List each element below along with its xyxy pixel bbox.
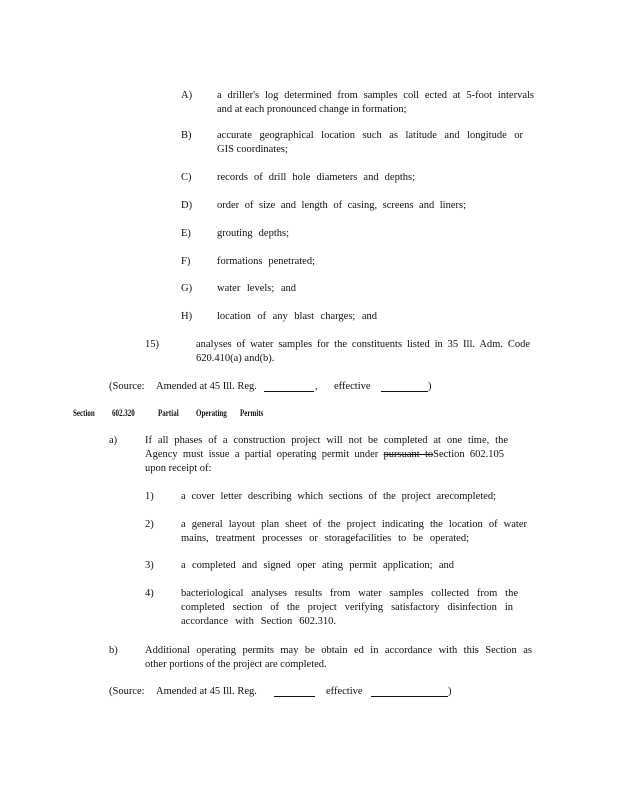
para-b-label: b) bbox=[109, 645, 118, 656]
list-item-text: and at each pronounced change in formation; bbox=[217, 104, 407, 115]
section-title-part: Permits bbox=[240, 408, 264, 418]
date-blank bbox=[371, 687, 448, 697]
item-15-text: analyses of water samples for the constituents listed in 35 Ill. Adm. Code bbox=[196, 339, 530, 350]
list-item-text: order of size and length of casing, screens and liners; bbox=[217, 200, 466, 211]
para-b-line: Additional operating permits may be obtain ed in accordance with this Section as bbox=[145, 645, 532, 656]
list-item-text: formations penetrated; bbox=[217, 256, 315, 267]
list-item-text: accordance with Section 602.310. bbox=[181, 616, 336, 627]
list-item-text: a cover letter describing which sections of the project arecompleted; bbox=[181, 491, 496, 502]
para-a-line: Agency must issue a partial operating permit under pursuant toSection 602.105 bbox=[145, 449, 505, 460]
list-item-label: 4) bbox=[145, 588, 154, 599]
para-a-line: If all phases of a construction project will not be completed at one time, the bbox=[145, 435, 508, 446]
list-item-text: a driller's log determined from samples coll ected at 5-foot intervals bbox=[217, 90, 534, 101]
item-15-label: 15) bbox=[145, 339, 159, 350]
list-item-label: D) bbox=[181, 200, 193, 211]
para-a-line: upon receipt of: bbox=[145, 463, 212, 474]
list-item-text: GIS coordinates; bbox=[217, 144, 288, 155]
list-item-text: mains, treatment processes or storagefacilities to be operated; bbox=[181, 533, 469, 544]
list-item-label: 3) bbox=[145, 560, 154, 571]
para-b-line: other portions of the project are completed. bbox=[145, 659, 327, 670]
section-number: 602.320 bbox=[112, 408, 135, 418]
list-item-label: H) bbox=[181, 311, 193, 322]
list-item-text: records of drill hole diameters and depths; bbox=[217, 172, 415, 183]
section-title-part: Partial bbox=[158, 408, 179, 418]
list-item-label: E) bbox=[181, 228, 191, 239]
register-blank bbox=[274, 687, 315, 697]
list-item-text: a completed and signed oper ating permit application; and bbox=[181, 560, 454, 571]
section-word: Section bbox=[73, 408, 95, 418]
item-15-text: 620.410(a) and(b). bbox=[196, 353, 275, 364]
list-item-label: A) bbox=[181, 90, 193, 101]
struck-text: pursuant to bbox=[383, 449, 434, 460]
date-blank bbox=[381, 382, 428, 392]
para-a-label: a) bbox=[109, 435, 118, 446]
list-item-text: completed section of the project verifying satisfactory disinfection in bbox=[181, 602, 513, 613]
list-item-label: B) bbox=[181, 130, 192, 141]
list-item-label: 1) bbox=[145, 491, 154, 502]
list-item-label: C) bbox=[181, 172, 192, 183]
list-item-label: 2) bbox=[145, 519, 154, 530]
register-blank bbox=[264, 382, 314, 392]
list-item-text: water levels; and bbox=[217, 283, 296, 294]
list-item-text: grouting depths; bbox=[217, 228, 289, 239]
list-item-text: a general layout plan sheet of the project indicating the location of water bbox=[181, 519, 527, 530]
list-item-label: G) bbox=[181, 283, 193, 294]
list-item-label: F) bbox=[181, 256, 191, 267]
section-title-part: Operating bbox=[196, 408, 227, 418]
list-item-text: location of any blast charges; and bbox=[217, 311, 377, 322]
list-item-text: accurate geographical location such as latitude and longitude or bbox=[217, 130, 523, 141]
list-item-text: bacteriological analyses results from water samples collected from the bbox=[181, 588, 518, 599]
